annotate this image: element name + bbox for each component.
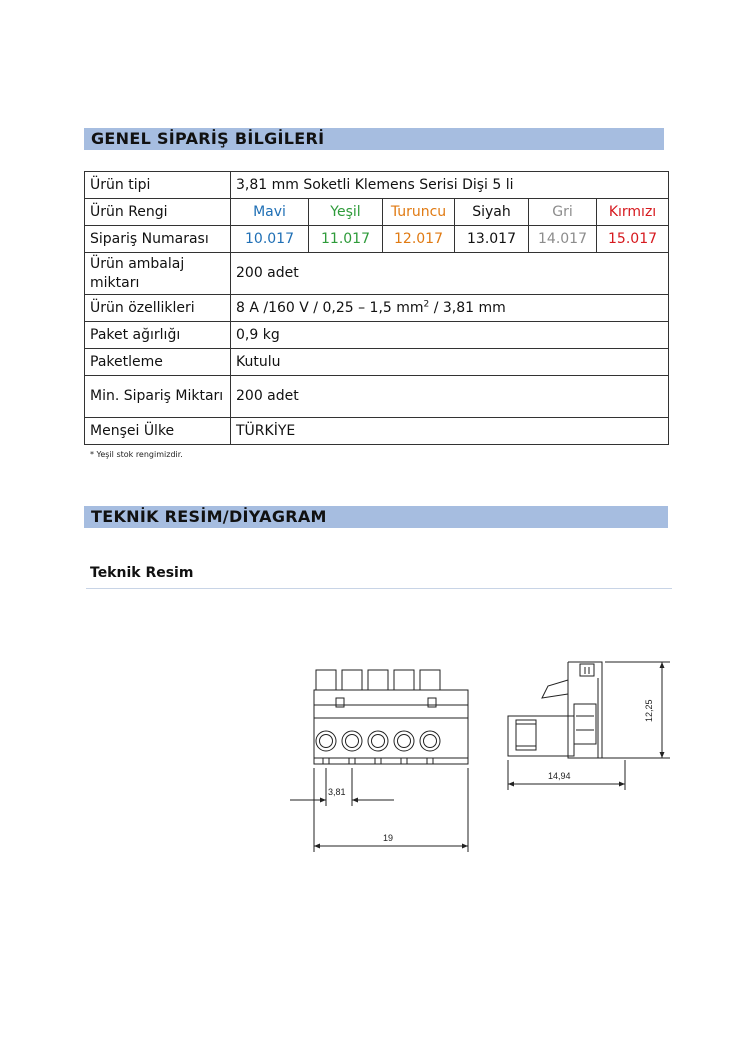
min-order-value: 200 adet: [231, 376, 669, 418]
product-type-label: Ürün tipi: [85, 172, 231, 199]
terminal-hole-inner: [372, 735, 385, 748]
features-sup: 2: [423, 298, 430, 309]
table-row: [85, 418, 669, 445]
terminal-hole-inner: [346, 735, 359, 748]
section-title-general: GENEL SİPARİŞ BİLGİLERİ: [84, 128, 664, 150]
terminal-slot: [394, 670, 414, 690]
weight-value: 0,9 kg: [231, 322, 669, 349]
pin-foot: [401, 758, 407, 764]
dim-pitch-label: 3,81: [328, 787, 346, 797]
terminal-slot: [342, 670, 362, 690]
dim-height-label: 12,25: [644, 699, 654, 722]
divider: [86, 588, 672, 589]
color-name-cell: Siyah: [455, 199, 529, 226]
terminal-slot: [316, 670, 336, 690]
pin-foot: [427, 758, 433, 764]
footnote: * Yeşil stok rengimizdir.: [90, 450, 183, 459]
packaging-value: Kutulu: [231, 349, 669, 376]
color-label: Ürün Rengi: [85, 199, 231, 226]
order-code-cell: 10.017: [231, 226, 309, 253]
pin-foot: [349, 758, 355, 764]
color-name-cell: Kırmızı: [597, 199, 669, 226]
table-row: [85, 376, 669, 418]
color-name-cell: Mavi: [231, 199, 309, 226]
terminal-hole-inner: [424, 735, 437, 748]
color-name-cell: Turuncu: [383, 199, 455, 226]
table-row: [85, 253, 669, 295]
package-qty-value: 200 adet: [231, 253, 669, 295]
pin-foot: [323, 758, 329, 764]
features-text-end: / 3,81 mm: [429, 299, 506, 316]
pin-foot: [375, 758, 381, 764]
order-code-cell: 14.017: [529, 226, 597, 253]
package-qty-label: Ürün ambalaj miktarı: [85, 253, 231, 295]
packaging-label: Paketleme: [85, 349, 231, 376]
min-order-label: Min. Sipariş Miktarı: [85, 376, 231, 418]
front-view: [314, 670, 468, 764]
side-dimensions: [508, 662, 670, 790]
product-type-value: 3,81 mm Soketli Klemens Serisi Dişi 5 li: [231, 172, 669, 199]
section-title-technical: TEKNİK RESİM/DİYAGRAM: [84, 506, 668, 528]
table-row: [85, 226, 669, 253]
order-number-label: Sipariş Numarası: [85, 226, 231, 253]
technical-drawing: [280, 650, 680, 860]
terminal-slot: [368, 670, 388, 690]
table-row: [85, 172, 669, 199]
order-code-cell: 13.017: [455, 226, 529, 253]
color-name-cell: Yeşil: [309, 199, 383, 226]
table-row: [85, 349, 669, 376]
dim-width-label: 19: [383, 833, 394, 843]
weight-label: Paket ağırlığı: [85, 322, 231, 349]
order-code-cell: 11.017: [309, 226, 383, 253]
order-code-cell: 12.017: [383, 226, 455, 253]
features-label: Ürün özellikleri: [85, 295, 231, 322]
features-text: 8 A /160 V / 0,25 – 1,5 mm: [236, 299, 424, 316]
origin-value: TÜRKİYE: [231, 418, 669, 445]
table-row: [85, 322, 669, 349]
subsection-title: Teknik Resim: [90, 565, 194, 581]
terminal-hole-inner: [398, 735, 411, 748]
color-name-cell: Gri: [529, 199, 597, 226]
origin-label: Menşei Ülke: [85, 418, 231, 445]
features-value: [231, 295, 669, 322]
front-dimensions: [290, 768, 468, 852]
table-row: [85, 295, 669, 322]
table-row: [85, 199, 669, 226]
terminal-slot: [420, 670, 440, 690]
side-view: [508, 662, 610, 758]
order-info-table: [84, 171, 669, 445]
terminal-hole-inner: [320, 735, 333, 748]
dim-side-width-label: 14,94: [548, 771, 571, 781]
order-code-cell: 15.017: [597, 226, 669, 253]
